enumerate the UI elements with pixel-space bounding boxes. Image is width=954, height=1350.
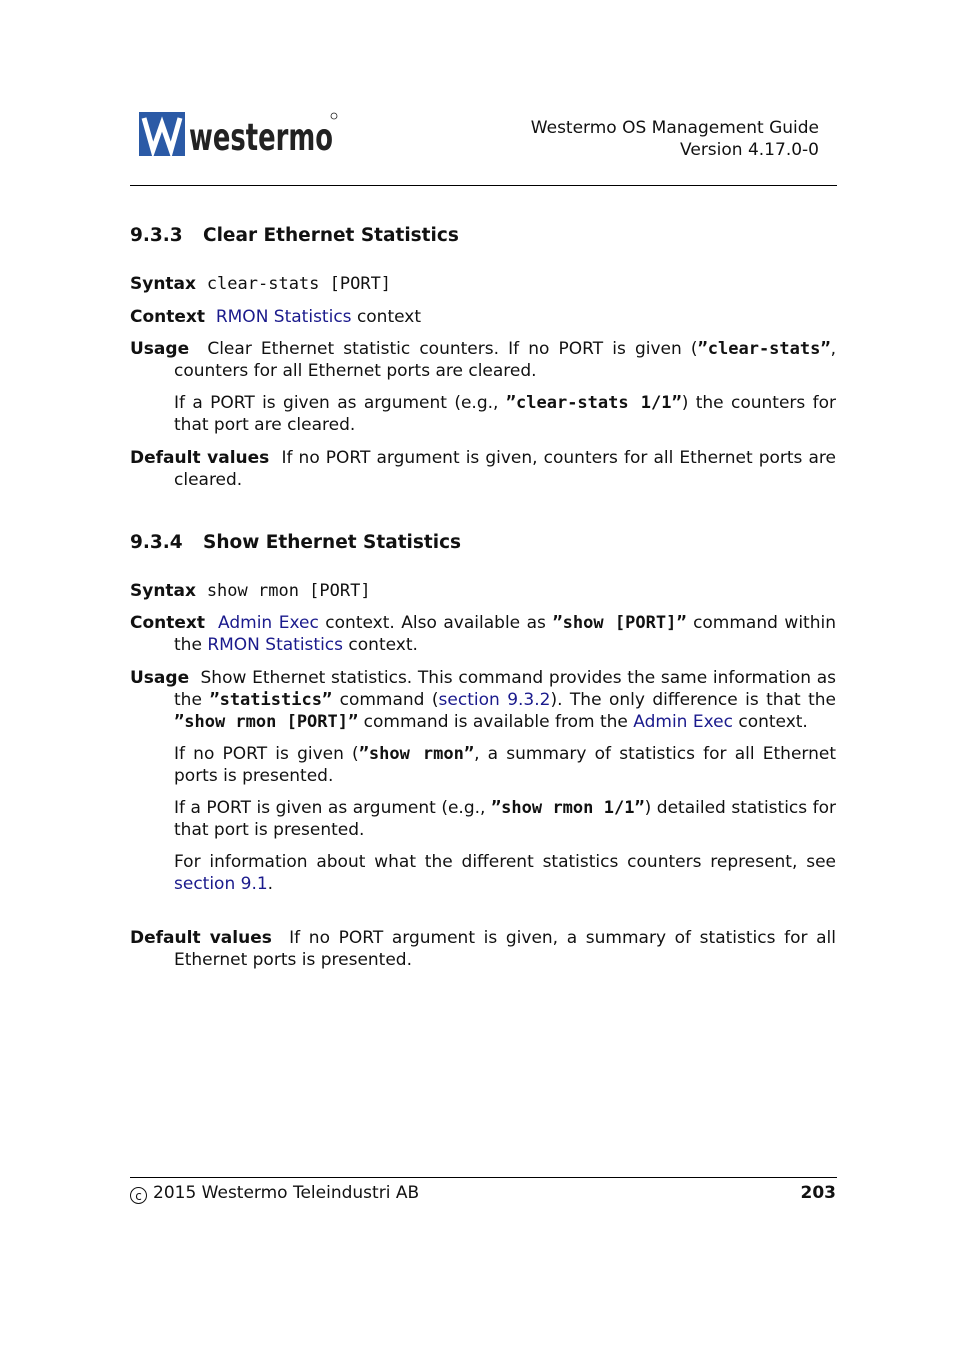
syntax-command: show rmon [PORT] — [206, 581, 371, 601]
code-show-rmon-1-1: ”show rmon 1/1” — [490, 798, 645, 818]
usage-text: . — [267, 874, 274, 894]
syntax-entry — [130, 273, 836, 295]
context-text: context. — [343, 635, 418, 655]
context-text: command within the — [174, 613, 836, 655]
default-label: Default values — [130, 928, 272, 948]
rmon-statistics-link[interactable]: RMON Statistics — [215, 307, 352, 327]
usage-text: , a summary of statistics for all Ethernet ports is presented. — [174, 744, 836, 786]
syntax-label: Syntax — [130, 581, 196, 601]
usage-text: For information about what the different statistics counters represent, see — [174, 852, 836, 872]
section-number: 9.3.4 — [130, 532, 183, 553]
code-show-rmon-port: ”show rmon [PORT]” — [174, 712, 359, 732]
usage-text: Clear Ethernet statistic counters. If no PORT is given ( — [207, 339, 698, 359]
copyright-text: 2015 Westermo Teleindustri AB — [153, 1183, 420, 1203]
default-values-entry — [130, 447, 836, 491]
usage-text: ) the counters for that port are cleared. — [174, 393, 836, 435]
code-show-port: ”show [PORT]” — [552, 613, 687, 633]
default-text: If no PORT argument is given, a summary of statistics for all Ethernet ports is presented. — [174, 928, 836, 970]
default-text: If no PORT argument is given, counters for all Ethernet ports are cleared. — [174, 448, 836, 490]
section-heading-9-3-3 — [130, 225, 459, 247]
code-clear-stats-port: ”clear-stats 1/1” — [505, 393, 682, 413]
rmon-statistics-link[interactable]: RMON Statistics — [207, 635, 344, 655]
context-entry — [130, 612, 836, 656]
usage-label: Usage — [130, 668, 190, 688]
usage-text: command is available from the — [358, 712, 634, 732]
usage-text: Show Ethernet statistics. This command provides the same information as the — [174, 668, 836, 710]
guide-title: Westermo OS Management Guide — [530, 118, 819, 138]
footer-copyright — [130, 1182, 419, 1204]
default-values-entry — [130, 927, 836, 971]
syntax-command: clear-stats [PORT] — [206, 274, 392, 294]
context-text: context. Also available as — [318, 613, 553, 633]
usage-text: command ( — [332, 690, 439, 710]
section-number: 9.3.3 — [130, 225, 183, 246]
section-9-1-link[interactable]: section 9.1 — [174, 874, 268, 894]
usage-text: ) detailed statistics for that port is presented. — [174, 798, 836, 840]
section-heading-9-3-4 — [130, 532, 461, 554]
usage-text: ). The only difference is that the — [550, 690, 836, 710]
syntax-entry — [130, 580, 836, 602]
admin-exec-link[interactable]: Admin Exec — [633, 712, 733, 732]
usage-text: context. — [732, 712, 808, 732]
code-clear-stats: ”clear-stats” — [697, 339, 831, 359]
syntax-label: Syntax — [130, 274, 196, 294]
page-number: 203 — [800, 1183, 836, 1203]
usage-text: If a PORT is given as argument (e.g., — [174, 798, 491, 818]
context-label: Context — [130, 307, 206, 327]
copyright-icon: c — [130, 1187, 147, 1204]
footer-divider — [130, 1177, 837, 1178]
guide-version: Version 4.17.0-0 — [680, 140, 819, 160]
section-title: Show Ethernet Statistics — [203, 532, 462, 553]
header-divider — [130, 185, 837, 186]
westermo-logo — [139, 110, 339, 158]
usage-entry — [130, 338, 836, 436]
svg-text:westermo: westermo — [189, 116, 333, 159]
section-title: Clear Ethernet Statistics — [203, 225, 459, 246]
section-9-3-2-link[interactable]: section 9.3.2 — [438, 690, 551, 710]
default-label: Default values — [130, 448, 270, 468]
admin-exec-link[interactable]: Admin Exec — [218, 613, 319, 633]
code-statistics: ”statistics” — [209, 690, 333, 710]
usage-text: If a PORT is given as argument (e.g., — [174, 393, 506, 413]
context-label: Context — [130, 613, 206, 633]
code-show-rmon: ”show rmon” — [358, 744, 475, 764]
usage-label: Usage — [130, 339, 190, 359]
usage-text: If no PORT is given ( — [174, 744, 359, 764]
header-info — [531, 117, 819, 161]
context-entry — [130, 306, 836, 328]
usage-text: , counters for all Ethernet ports are cleared. — [174, 339, 836, 381]
usage-entry — [130, 667, 836, 895]
context-text: context — [356, 307, 422, 327]
